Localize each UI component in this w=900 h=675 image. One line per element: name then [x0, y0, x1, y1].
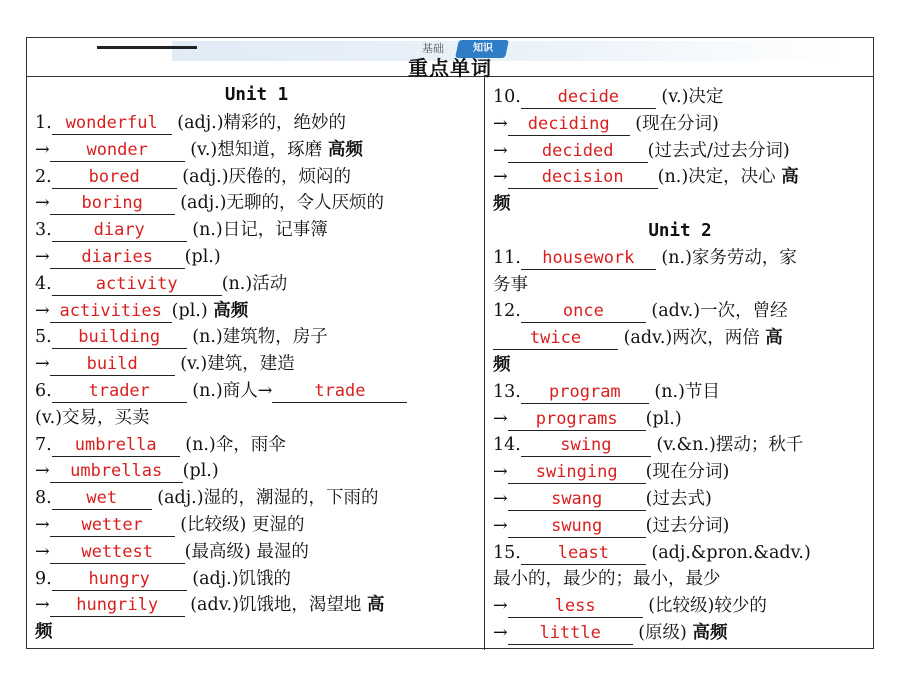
definition-text: (adj.&pron.&adv.)	[645, 542, 811, 563]
unit-heading: Unit 2	[648, 221, 712, 241]
vocab-row	[35, 378, 478, 405]
definition-text: (adj.)湿的，潮湿的，下雨的	[151, 488, 379, 509]
definition-text: 最小的，最少的；最小，最少	[493, 569, 721, 590]
definition-text: (现在分词)	[645, 462, 730, 483]
vocab-row	[35, 137, 478, 164]
definition-text: (n.)伞，雨伞	[179, 434, 286, 455]
definition-text: (v.)决定	[655, 87, 724, 107]
answer-blank: housework	[521, 247, 656, 270]
item-number: →	[35, 595, 50, 616]
item-number: →	[493, 140, 508, 161]
item-number: →	[493, 623, 508, 643]
answer-blank: wonder	[50, 139, 185, 162]
vocab-row	[493, 325, 867, 352]
item-number: 14.	[493, 435, 521, 456]
vocab-row	[35, 190, 478, 217]
item-number: →	[35, 193, 50, 214]
item-number: 10.	[493, 87, 521, 107]
item-number: →	[35, 247, 50, 267]
item-number: →	[493, 167, 508, 188]
definition-text: (v.)想知道，琢磨	[184, 139, 328, 160]
item-number: →	[35, 461, 50, 482]
definition-text: (pl.)	[645, 408, 682, 429]
item-number: 6.	[35, 381, 52, 401]
item-number: 4.	[35, 273, 52, 294]
item-number: →	[493, 515, 508, 536]
definition-text: (adj.)精彩的，绝妙的	[171, 113, 347, 133]
vocab-table	[26, 37, 874, 649]
vocab-row	[493, 379, 867, 406]
vocab-row	[493, 298, 867, 325]
frequency-tag: 高	[781, 167, 799, 188]
vocab-row	[493, 620, 867, 647]
answer-blank: trade	[272, 380, 407, 403]
item-number: 7.	[35, 434, 52, 455]
definition-text: (n.)商人→	[186, 381, 273, 401]
frequency-tag: 频	[493, 355, 511, 375]
vocab-row	[35, 592, 478, 619]
definition-text: (比较级)较少的	[642, 596, 767, 617]
answer-blank: hungrily	[50, 594, 185, 617]
frequency-tag: 高频	[213, 300, 249, 321]
vocab-row	[493, 566, 867, 593]
answer-blank: activity	[52, 273, 222, 296]
vocab-row	[493, 164, 867, 191]
frequency-tag: 频	[493, 194, 511, 215]
answer-blank: wet	[52, 487, 152, 510]
answer-blank: bored	[52, 166, 177, 189]
item-number: →	[35, 354, 50, 375]
left-column	[27, 76, 485, 650]
item-number: →	[493, 489, 508, 509]
vocab-row	[35, 405, 478, 432]
definition-text: (过去式/过去分词)	[647, 140, 790, 161]
vocab-row	[493, 540, 867, 567]
vocab-row	[35, 110, 478, 137]
definition-text: (n.)建筑物，房子	[186, 327, 328, 348]
answer-blank: wonderful	[52, 112, 172, 135]
answer-blank: swung	[508, 515, 646, 538]
answer-blank: umbrellas	[50, 460, 183, 483]
frequency-tag: 高	[366, 595, 385, 616]
answer-blank: decide	[521, 86, 656, 109]
item-number: →	[493, 596, 508, 617]
item-number: →	[35, 300, 50, 321]
answer-blank: least	[521, 542, 646, 565]
vocab-row	[493, 432, 867, 459]
vocab-row	[493, 513, 867, 540]
vocab-row	[35, 432, 478, 459]
answer-blank: diary	[52, 219, 187, 242]
answer-blank: swing	[521, 434, 651, 457]
definition-text: (现在分词)	[629, 113, 719, 134]
vocab-row	[493, 245, 867, 272]
title-band	[27, 38, 873, 80]
vocab-row	[493, 272, 867, 299]
answer-blank: wetter	[50, 514, 175, 537]
definition-text: (n.)日记，记事簿	[186, 220, 328, 241]
vocab-row	[35, 271, 478, 298]
item-number: 15.	[493, 542, 521, 563]
vocab-row	[35, 351, 478, 378]
answer-blank: swang	[508, 488, 646, 511]
vocab-row	[35, 244, 478, 271]
answer-blank: wettest	[50, 541, 185, 564]
answer-blank: building	[52, 326, 187, 349]
answer-blank: programs	[508, 408, 646, 431]
definition-text: (adj.)饥饿的	[186, 568, 292, 589]
vocab-row	[35, 512, 478, 539]
item-number: 8.	[35, 488, 52, 509]
vocab-row	[493, 352, 867, 379]
answer-blank: less	[508, 595, 643, 618]
answer-blank: hungry	[52, 568, 187, 591]
vocab-row	[493, 486, 867, 513]
definition-text: (pl.)	[171, 300, 214, 321]
item-number: 1.	[35, 113, 52, 133]
badge-label: 基础	[422, 42, 444, 55]
vocab-row	[493, 138, 867, 165]
answer-blank: boring	[50, 192, 175, 215]
definition-text: (n.)活动	[221, 273, 288, 294]
answer-blank: swinging	[508, 461, 646, 484]
definition-text: (adj.)无聊的，令人厌烦的	[174, 193, 385, 214]
answer-blank: diaries	[50, 246, 185, 269]
vocab-row	[35, 485, 478, 512]
definition-text: 务事	[493, 274, 528, 295]
definition-text: (最高级) 最湿的	[184, 541, 309, 562]
definition-text: (n.)家务劳动，家	[655, 247, 797, 268]
item-number: 13.	[493, 381, 521, 402]
item-number: →	[493, 408, 508, 429]
definition-text: (原级)	[632, 623, 693, 643]
answer-blank: umbrella	[52, 434, 180, 457]
answer-blank: twice	[493, 327, 618, 350]
page-title: 重点单词	[408, 56, 492, 80]
frequency-tag: 高频	[692, 623, 728, 643]
answer-blank: deciding	[508, 113, 630, 136]
definition-text: (v.)交易，买卖	[35, 407, 150, 428]
header-rule	[97, 46, 197, 49]
vocab-row	[35, 164, 478, 191]
answer-blank: program	[521, 381, 649, 404]
vocab-row	[493, 111, 867, 138]
definition-text: (过去式)	[645, 489, 712, 509]
item-number: 9.	[35, 568, 52, 589]
vocab-row	[493, 593, 867, 620]
frequency-tag: 高	[765, 328, 783, 349]
item-number: 3.	[35, 220, 52, 241]
item-number: →	[35, 541, 50, 562]
answer-blank: activities	[50, 300, 172, 323]
vocab-row	[493, 459, 867, 486]
vocab-row	[35, 298, 478, 325]
item-number: 2.	[35, 166, 52, 187]
item-number: →	[35, 139, 50, 160]
right-column	[485, 76, 873, 650]
definition-text: (adj.)厌倦的，烦闷的	[176, 166, 352, 187]
item-number: 5.	[35, 327, 52, 348]
item-number: →	[35, 515, 50, 535]
vocab-row	[493, 406, 867, 433]
item-number: 11.	[493, 247, 521, 268]
answer-blank: decision	[508, 166, 658, 189]
definition-text: (n.)节目	[648, 381, 720, 402]
vocab-row	[493, 191, 867, 218]
definition-text: (adv.)两次，两倍	[618, 328, 766, 349]
definition-text: (过去分词)	[645, 515, 730, 536]
vocab-row	[35, 539, 478, 566]
frequency-tag: 频	[35, 622, 53, 643]
answer-blank: once	[521, 300, 646, 323]
vocab-row	[35, 217, 478, 244]
answer-blank: build	[50, 353, 175, 376]
vocab-row	[493, 84, 867, 111]
answer-blank: decided	[508, 140, 648, 163]
vocab-row	[35, 458, 478, 485]
definition-text: (pl.)	[182, 461, 219, 482]
item-number: 12.	[493, 301, 521, 322]
definition-text: (adv.)一次，曾经	[645, 301, 788, 322]
vocab-row	[35, 566, 478, 593]
answer-blank: little	[508, 622, 633, 645]
vocab-row	[35, 324, 478, 351]
item-number: →	[493, 113, 508, 134]
unit-heading: Unit 1	[224, 85, 289, 105]
vocab-row	[35, 619, 478, 646]
definition-text: (v.&n.)摆动；秋千	[650, 435, 804, 456]
definition-text: (n.)决定，决心	[657, 167, 782, 188]
definition-text: (v.)建筑，建造	[174, 354, 295, 375]
answer-blank: trader	[52, 380, 187, 403]
item-number: →	[493, 462, 508, 483]
definition-text: (adv.)饥饿地，渴望地	[184, 595, 367, 616]
definition-text: (比较级) 更湿的	[174, 515, 305, 535]
definition-text: (pl.)	[184, 247, 221, 267]
frequency-tag: 高频	[327, 139, 363, 160]
badge-text: 知识	[473, 43, 493, 54]
